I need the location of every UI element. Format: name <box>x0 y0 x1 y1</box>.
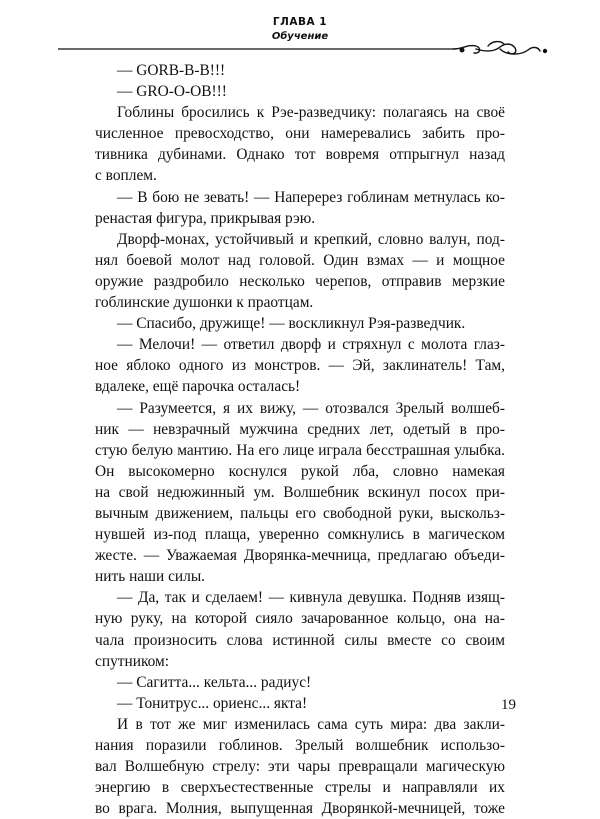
text-line: — Тонитрус... ориенс... якта! <box>117 694 308 712</box>
chapter-title: ГЛАВА 1 <box>272 16 328 28</box>
text-line: во врага. Молния, выпущенная Дворянкой-мечницей, тоже <box>95 800 505 818</box>
text-line: Дворф-монах, устойчивый и крепкий, словно валун, под- <box>117 230 505 248</box>
text-line: жесте. — Уважаемая Дворянка-мечница, предлагаю объеди- <box>95 547 505 565</box>
text-line: с воплем. <box>95 167 157 185</box>
chapter-subtitle: Обучение <box>271 31 329 42</box>
text-line: — Да, так и сделаем! — кивнула девушка. Подняв изящ- <box>117 589 505 607</box>
text-line: Он высокомерно коснулся рукой лба, словно намекая <box>95 462 505 480</box>
text-line: — Спасибо, дружище! — воскликнул Рэя-разведчик. <box>117 315 466 333</box>
text-line: — Сагитта... кельта... радиус! <box>117 673 312 691</box>
text-line: стую белую мантию. На его лице играла бесстрашная улыбка. <box>95 441 505 459</box>
text-line: — В бою не зевать! — Наперерез гоблинам метнулась ко- <box>117 188 505 206</box>
text-line: на свой недюжинный ум. Волшебник вскинул посох при- <box>95 483 505 501</box>
text-line: — GORB-B-B!!! <box>117 62 226 79</box>
text-line: ник — невзрачный мужчина средних лет, одетый в про- <box>95 420 505 438</box>
text-line: вал Волшебную стрелу: эти чары превращали магическую <box>95 758 505 776</box>
text-line: гоблинские душонки к праотцам. <box>95 294 314 312</box>
text-line: тивника дубинами. Однако тот вовремя отпрыгнул назад <box>95 146 505 164</box>
text-line: вычным движением, пальцы его свободной руки, выскольз- <box>95 504 505 522</box>
text-line: энергию в сверхъестественные стрелы и направляли их <box>95 779 505 797</box>
text-line: нить наши силы. <box>95 568 206 586</box>
text-line: ное яблоко одного из монстров. — Эй, заклинатель! Там, <box>95 357 505 375</box>
text-line: спутником: <box>95 652 170 670</box>
text-line: нувшей из-под плаща, уверенно сомкнулись в магическом <box>95 526 505 544</box>
text-line: оружие раздробило несколько черепов, отправив мерзкие <box>95 272 505 290</box>
text-line: — Мелочи! — ответил дворф и стряхнул с молота глаз- <box>117 336 505 354</box>
flourish-ornament-icon <box>453 42 547 54</box>
text-line: — GRO-O-OB!!! <box>117 83 227 101</box>
text-line: численное превосходство, они намеревались забить про- <box>95 125 505 143</box>
text-line: нял боевой молот над головой. Один взмах — и мощное <box>95 251 505 269</box>
text-line: — Разумеется, я их вижу, — отозвался Зрелый волшеб- <box>117 399 505 417</box>
body-text <box>95 60 505 819</box>
ornamental-rule <box>58 38 548 60</box>
text-line: ренастая фигура, прикрывая рэю. <box>95 209 316 227</box>
text-line: чала произносить слова истинной силы вместе со своим <box>95 631 505 649</box>
text-line: Гоблины бросились к Рэе-разведчику: полагаясь на своё <box>117 104 505 122</box>
text-line: ную руку, на которой сияло зачарованное кольцо, она на- <box>95 610 505 628</box>
text-line: И в тот же миг изменилась сама суть мира: два закли- <box>117 715 505 733</box>
text-line: нания поразили гоблинов. Зрелый волшебник использо- <box>95 737 505 754</box>
text-line: вдалеке, ещё парочка осталась! <box>95 378 301 396</box>
page-number: 19 <box>501 697 516 713</box>
